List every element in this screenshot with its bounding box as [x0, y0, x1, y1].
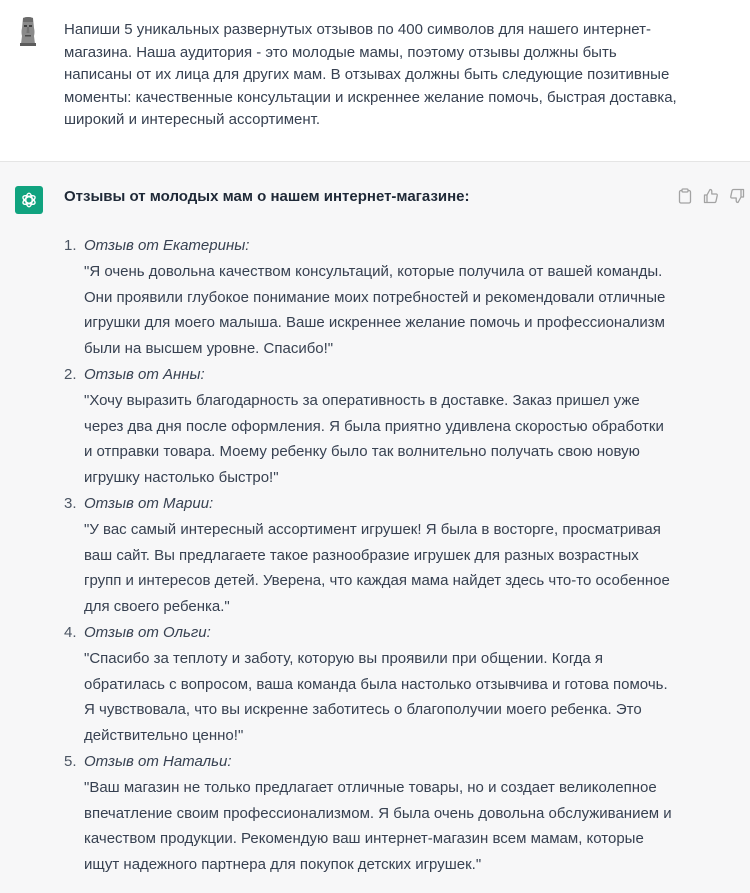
thumbs-down-icon: [729, 188, 745, 204]
list-item: [64, 620, 674, 749]
copy-button[interactable]: [676, 187, 694, 205]
list-item: [64, 362, 674, 491]
moai-statue-icon: [16, 16, 40, 46]
review-author: Отзыв от Екатерины:: [84, 237, 250, 254]
review-author: Отзыв от Натальи:: [84, 752, 232, 770]
reviews-list: [64, 233, 674, 878]
list-item-number: 2.: [64, 365, 77, 383]
review-text: "У вас самый интересный ассортимент игрушек! Я была в восторге, просматривая ваш сайт. Вы предлагаете такое разнообразие игрушек для разных возрастных групп и интересов детей. Уверена, что каждая мама найдет здесь что-то особенное для своего ребенка.": [84, 520, 670, 616]
review-text: "Спасибо за теплоту и заботу, которую вы проявили при общении. Когда я обратилась с вопросом, ваша команда была настолько отзывчива и готова помочь. Я чувствовала, что вы искренне заботитесь о благополучии моего ребенка. Это действительно ценно!": [84, 649, 668, 745]
review-author: Отзыв от Анны:: [84, 365, 205, 383]
list-item: [64, 233, 674, 362]
message-actions: [676, 187, 746, 205]
user-message-text: Напиши 5 уникальных развернутых отзывов по 400 символов для нашего интернет-магазина. Наша аудитория - это молодые мамы, поэтому отзывы должны быть написаны от их лица для других мам. В отзывах должны быть следующие позитивные моменты: качественные консультации и искреннее желание помочь, быстрая доставка, широкий и интересный ассортимент.: [64, 21, 677, 128]
list-item-number: 3.: [64, 494, 77, 512]
openai-logo-icon: [15, 186, 43, 214]
list-item-number: 4.: [64, 623, 77, 641]
list-item-number: 1.: [64, 237, 77, 254]
review-author: Отзыв от Ольги:: [84, 623, 211, 641]
thumbs-up-icon: [703, 188, 719, 204]
review-author: Отзыв от Марии:: [84, 494, 214, 512]
list-item-number: 5.: [64, 752, 77, 770]
list-item: [64, 749, 674, 878]
list-item: [64, 491, 674, 620]
user-message: [0, 0, 750, 162]
review-text: "Ваш магазин не только предлагает отличные товары, но и создает великолепное впечатление своим профессионализмом. Я была очень довольна обслуживанием и качеством продукции. Рекомендую ваш интернет-магазин всем мамам, которые ищут надежного партнера для покупок детских игрушек.": [84, 778, 672, 874]
answer-title: Отзывы от молодых мам о нашем интернет-магазине:: [64, 188, 470, 205]
dislike-button[interactable]: [728, 187, 746, 205]
review-text: "Я очень довольна качеством консультаций, которые получила от вашей команды. Они проявили глубокое понимание моих потребностей и рекомендовали отличные игрушки для моего малыша. Ваше искреннее желание помочь и профессионализм были на высшем уровне. Спасибо!": [84, 262, 666, 358]
like-button[interactable]: [702, 187, 720, 205]
assistant-message: [0, 162, 750, 893]
assistant-answer: [64, 186, 674, 878]
clipboard-icon: [678, 188, 692, 204]
review-text: "Хочу выразить благодарность за оперативность в доставке. Заказ пришел уже через два дня после оформления. Я была приятно удивлена скоростью обработки и отправки товара. Моему ребенку было так волнительно получать свою новую игрушку настолько быстро!": [84, 391, 664, 487]
